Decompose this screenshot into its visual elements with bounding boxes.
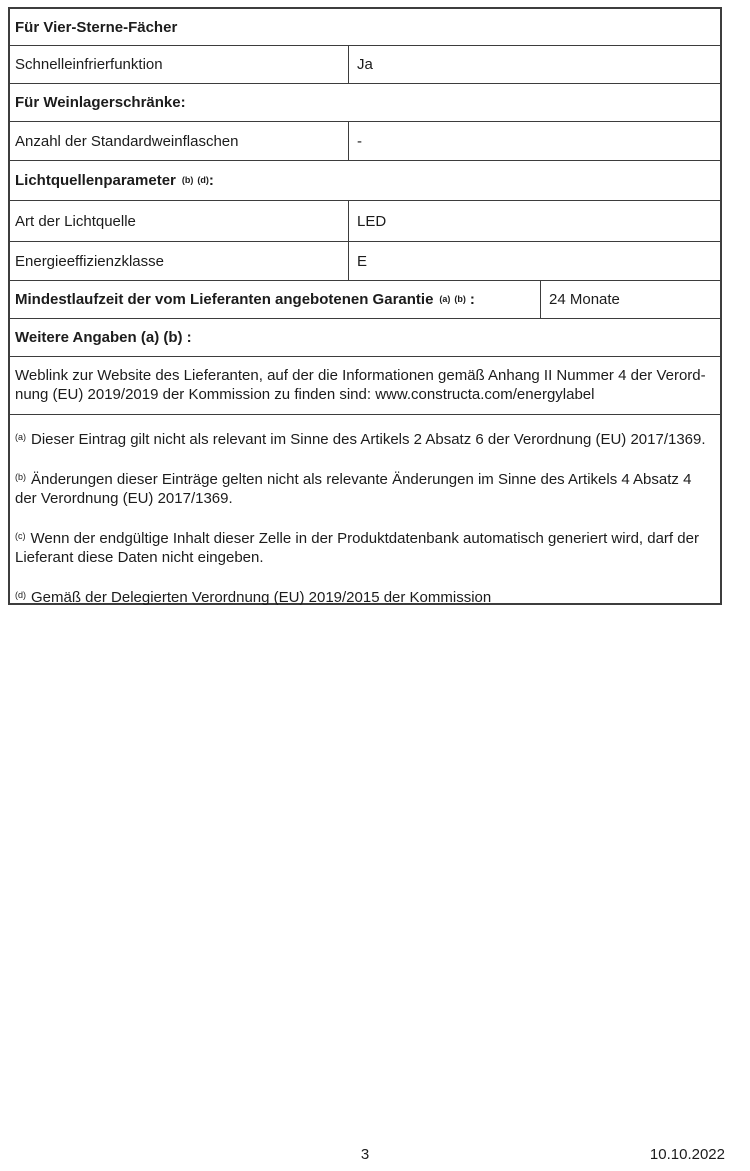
footnote-c-marker: (c) — [15, 531, 26, 541]
section-row-additional-info — [10, 318, 720, 356]
quick-freeze-value: Ja — [357, 56, 373, 73]
wine-bottles-value: - — [357, 132, 362, 150]
light-source-type-value: LED — [357, 212, 387, 230]
footnote-b-marker: (b) — [15, 472, 26, 482]
footnote-c — [15, 527, 712, 567]
footer-date: 10.10.2022 — [649, 1146, 725, 1163]
section-header-additional-info: Weitere Angaben (a) (b) : — [15, 329, 192, 346]
section-row-light-source — [10, 160, 720, 200]
row-supplier-weblink — [10, 356, 720, 414]
section-row-wine-storage — [10, 83, 720, 121]
supplier-weblink-paragraph — [10, 357, 720, 414]
supplier-weblink-url: www.constructa.com/energylabel — [375, 386, 595, 403]
section-header-wine-storage: Für Weinlagerschränke: — [15, 94, 186, 111]
footnote-d-marker: (d) — [15, 590, 26, 600]
data-row-wine-bottles — [10, 121, 720, 160]
data-row-light-source-type — [10, 200, 720, 241]
warranty-label-cell — [10, 281, 541, 318]
warranty-footnote-ref-a: (a) — [439, 294, 451, 304]
footnotes-cell — [10, 415, 720, 606]
light-source-footnote-ref-d: (d) — [197, 175, 209, 185]
page-number: 3 — [360, 1146, 370, 1163]
light-source-section-colon: : — [208, 172, 214, 189]
footnote-d-text: Gemäß der Delegierten Verordnung (EU) 2019/2015 der Kommission — [31, 589, 492, 606]
light-source-type-label: Art der Lichtquelle — [10, 201, 349, 241]
data-row-light-energy-class — [10, 241, 720, 280]
quick-freeze-label: Schnelleinfrierfunktion — [10, 46, 349, 83]
warranty-label-colon: : — [469, 291, 475, 308]
data-row-quick-freeze — [10, 45, 720, 83]
footnote-a-text: Dieser Eintrag gilt nicht als relevant im Sinne des Artikels 2 Absatz 6 der Verordnung (EU) 2017/1369. — [31, 431, 706, 448]
light-energy-class-label: Energieeffizienzklasse — [10, 242, 349, 280]
section-row-four-star — [10, 9, 720, 45]
wine-bottles-label: Anzahl der Standardweinflaschen — [10, 122, 349, 160]
light-source-section-title: Lichtquellenparameter — [15, 172, 176, 189]
footnote-b — [15, 468, 712, 508]
row-footnotes — [10, 414, 720, 606]
supplier-weblink-text: Weblink zur Website des Lieferanten, auf der die Informationen gemäß Anhang II Nummer 4 der Verordnung (EU) 2019/2019 der Kommission zu finden sind: — [15, 367, 706, 403]
product-datasheet-table — [8, 7, 722, 605]
footnote-b-text: Änderungen dieser Einträge gelten nicht als relevante Änderungen im Sinne des Artikels 4 Absatz 4 der Verordnung (EU) 2017/1369. — [15, 471, 692, 507]
light-source-footnote-ref-b: (b) — [181, 175, 194, 185]
footnote-a — [15, 428, 712, 449]
footnote-c-text: Wenn der endgültige Inhalt dieser Zelle in der Produktdatenbank automatisch generiert wird, darf der Lieferant diese Daten nicht eingeben. — [15, 530, 699, 566]
footnote-d — [15, 586, 712, 607]
section-header-light-source — [10, 161, 720, 200]
light-energy-class-value: E — [357, 252, 368, 270]
warranty-value: 24 Monate — [549, 291, 620, 308]
warranty-label: Mindestlaufzeit der vom Lieferanten angebotenen Garantie — [15, 291, 434, 308]
section-header-four-star: Für Vier-Sterne-Fächer — [15, 18, 178, 36]
warranty-footnote-ref-b: (b) — [454, 294, 466, 304]
footnote-a-marker: (a) — [15, 432, 26, 442]
data-row-warranty — [10, 280, 720, 318]
